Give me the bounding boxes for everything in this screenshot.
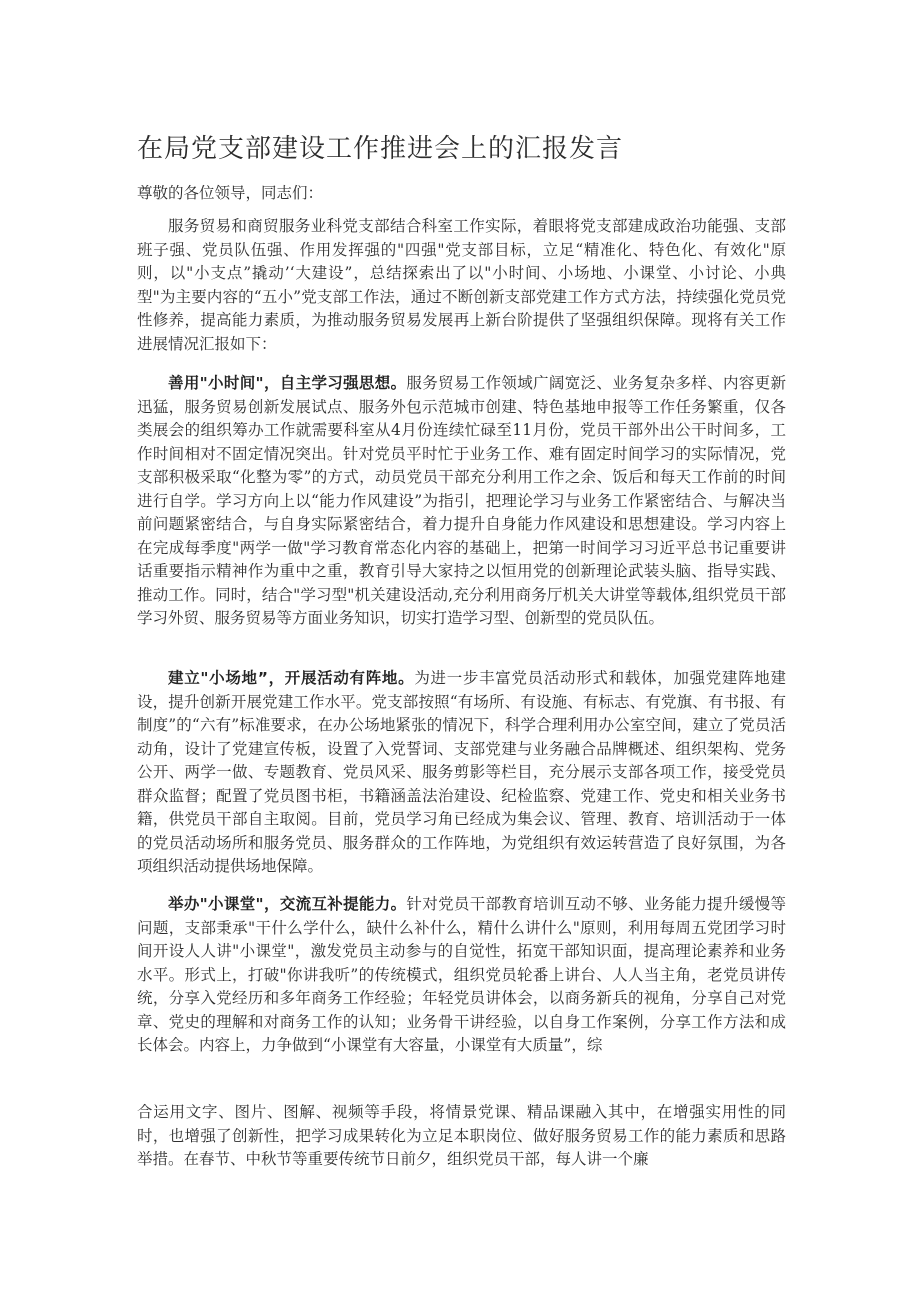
paragraph-text: 服务贸易工作领域广阔宽泛、业务复杂多样、内容更新迅猛，服务贸易创新发展试点、服务外包示范城市创建、特色基地申报等工作任务繁重，仅各类展会的组织筹办工作就需要科室从4月份连续忙碌至11月份，党员干部外出公干时间多，工作时间相对不固定情况突出。针对党员平时忙于业务工作、难有固定时间学习的实际情况，党支部积极采取“化整为零”的方式，动员党员干部充分利用工作之余、饭后和每天工作前的时间进行自学。学习方向上以“能力作风建设”为指引，把理论学习与业务工作紧密结合、与解决当前问题紧密结合，与自身实际紧密结合，着力提升自身能力作风建设和思想建设。学习内容上在完成每季度"两学一做"学习教育常态化内容的基础上，把第一时间学习习近平总书记重要讲话重要指示精神作为重中之重，教育引导大家持之以恒用党的创新理论武装头脑、指导实践、推动工作。同时，结合"学习型"机关建设活动,充分利用商务厅机关大讲堂等载体,组织党员干部学习外贸、服务贸易等方面业务知识，切实打造学习型、创新型的党员队伍。: [137, 374, 786, 627]
paragraph-text: 针对党员干部教育培训互动不够、业务能力提升缓慢等问题，支部秉承"干什么学什么，缺什么补什么，精什么讲什么"原则，利用每周五党团学习时间开设人人讲"小课堂"，激发党员主动参与的自觉性，拓宽干部知识面，提高理论素养和业务水平。形式上，打破"你讲我听”的传统模式，组织党员轮番上讲台、人人当主角，老党员讲传统，分享入党经历和多年商务工作经验；年轻党员讲体会，以商务新兵的视角，分享自己对党章、党史的理解和对商务工作的认知；业务骨干讲经验，以自身工作案例，分享工作方法和成长体会。内容上，力争做到“小课堂有大容量，小课堂有大质量”，综: [137, 895, 786, 1054]
document-title: 在局党支部建设工作推进会上的汇报发言: [137, 134, 624, 164]
paragraph-small-classroom: [137, 893, 786, 1058]
paragraph-text: 为进一步丰富党员活动形式和载体，加强党建阵地建设，提升创新开展党建工作水平。党支部按照“有场所、有设施、有标志、有党旗、有书报、有制度”的“六有”标准要求，在办公场地紧张的情况下，科学合理利用办公室空间，建立了党员活动角，设计了党建宣传板，设置了入党誓词、支部党建与业务融合品牌概述、组织架构、党务公开、两学一做、专题教育、党员风采、服务剪影等栏目，充分展示支部各项工作，接受党员群众监督；配置了党员图书柜，书籍涵盖法治建设、纪检监察、党建工作、党史和相关业务书籍，供党员干部自主取阅。目前，党员学习角已经成为集会议、管理、教育、培训活动于一体的党员活动场所和服务党员、服务群众的工作阵地，为党组织有效运转营造了良好氛围，为各项组织活动提供场地保障。: [137, 669, 786, 875]
paragraph-heading: 举办"小课堂"，交流互补提能力。: [168, 895, 407, 913]
paragraph-text: 服务贸易和商贸服务业科党支部结合科室工作实际，着眼将党支部建成政治功能强、支部班子强、党员队伍强、作用发挥强的"四强"党支部目标，立足“精准化、特色化、有效化"原则，以"小支点”撬动’‘大建设”，总结探索出了以"小时间、小场地、小课堂、小讨论、小典型"为主要内容的“五小”党支部工作法，通过不断创新支部党建工作方式方法，持续强化党员党性修养，提高能力素质，为推动服务贸易发展再上新台阶提供了坚强组织保障。现将有关工作进展情况汇报如下：: [137, 217, 786, 353]
salutation: 尊敬的各位领导，同志们：: [137, 184, 324, 202]
paragraph-intro: [137, 215, 786, 356]
paragraph-text: 合运用文字、图片、图解、视频等手段，将情景党课、精品课融入其中，在增强实用性的同时，也增强了创新性，把学习成果转化为立足本职岗位、做好服务贸易工作的能力素质和思路举措。在春节、中秋节等重要传统节日前夕，组织党员干部，每人讲一个廉: [137, 1103, 786, 1168]
paragraph-continuation: [137, 1101, 786, 1172]
paragraph-heading: 善用"小时间"，自主学习强思想。: [168, 374, 407, 392]
paragraph-small-time: [137, 372, 786, 631]
paragraph-small-venue: [137, 667, 786, 879]
paragraph-heading: 建立"小场地”，开展活动有阵地。: [168, 669, 415, 687]
